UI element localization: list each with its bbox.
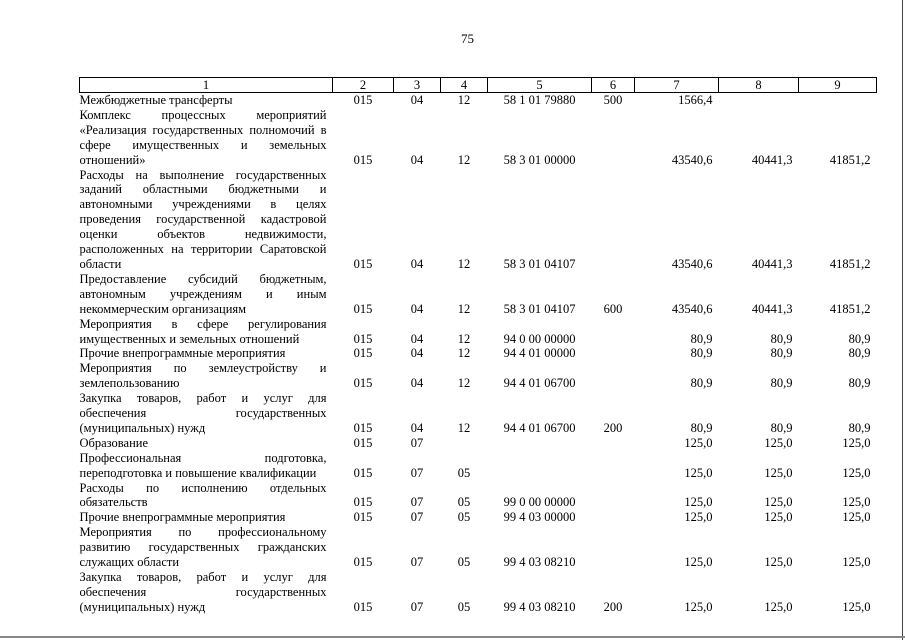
row-col4-cell: 05 bbox=[457, 599, 471, 614]
row-col8-cell: 40441,3 bbox=[751, 301, 793, 316]
row-col7-cell: 125,0 bbox=[684, 465, 713, 480]
row-col7-cell: 125,0 bbox=[684, 435, 713, 450]
row-col9-cell: 41851,2 bbox=[829, 301, 871, 316]
row-col5-cell: 58 3 01 04107 bbox=[503, 301, 576, 316]
row-col4-cell: 12 bbox=[457, 346, 471, 361]
row-col4-cell: 12 bbox=[457, 376, 471, 391]
row-name-cell: Мероприятия по землеустройству и землепользованию bbox=[79, 361, 327, 391]
row-col2-cell: 015 bbox=[353, 599, 373, 614]
row-name-cell: Профессиональная подготовка, переподготовка и повышение квалификации bbox=[79, 450, 327, 480]
table-row bbox=[80, 570, 877, 615]
header-cell: 5 bbox=[488, 78, 592, 93]
table-row bbox=[80, 525, 877, 570]
row-col6-cell bbox=[592, 361, 635, 391]
row-col5-cell bbox=[488, 436, 592, 451]
row-col9-cell: 125,0 bbox=[842, 510, 871, 525]
row-col5-cell: 94 0 00 00000 bbox=[503, 331, 576, 346]
row-col6-cell bbox=[592, 108, 635, 168]
table-row bbox=[80, 93, 877, 108]
table-row bbox=[80, 451, 877, 481]
row-col7-cell: 125,0 bbox=[684, 599, 713, 614]
row-name-cell: Закупка товаров, работ и услуг для обеспечения государственных (муниципальных) нужд bbox=[79, 391, 327, 435]
table-row bbox=[80, 510, 877, 525]
row-col7-cell: 1566,4 bbox=[678, 93, 713, 107]
row-name-cell: Комплекс процессных мероприятий «Реализация государственных полномочий в сфере имущественных и земельных отношений» bbox=[79, 107, 327, 167]
row-col4-cell: 12 bbox=[457, 152, 471, 167]
header-cell: 7 bbox=[635, 78, 719, 93]
row-col9-cell: 80,9 bbox=[848, 346, 871, 361]
row-col9-cell: 125,0 bbox=[842, 599, 871, 614]
row-col2-cell: 015 bbox=[353, 435, 373, 450]
row-col3-cell: 04 bbox=[410, 346, 424, 361]
row-col9-cell: 125,0 bbox=[842, 555, 871, 570]
row-col8-cell: 80,9 bbox=[770, 346, 793, 361]
row-col2-cell: 015 bbox=[353, 510, 373, 525]
row-col8-cell: 125,0 bbox=[764, 510, 793, 525]
row-col8-cell: 125,0 bbox=[764, 465, 793, 480]
row-col6-cell bbox=[592, 451, 635, 481]
row-col5-cell: 99 4 03 00000 bbox=[503, 510, 576, 525]
row-col6-cell bbox=[592, 510, 635, 525]
row-col9-cell: 125,0 bbox=[842, 465, 871, 480]
table-body bbox=[80, 93, 877, 615]
header-cell: 8 bbox=[719, 78, 799, 93]
row-col3-cell: 04 bbox=[410, 301, 424, 316]
row-col7-cell: 43540,6 bbox=[671, 301, 713, 316]
row-col5-cell: 94 4 01 06700 bbox=[503, 376, 576, 391]
row-col4-cell: 12 bbox=[457, 256, 471, 271]
row-name-cell: Расходы по исполнению отдельных обязательств bbox=[79, 480, 327, 510]
row-col4-cell: 05 bbox=[457, 465, 471, 480]
row-col5-cell: 94 4 01 00000 bbox=[503, 346, 576, 361]
row-name-cell: Прочие внепрограммные мероприятия bbox=[79, 346, 286, 361]
row-col5-cell: 58 3 01 04107 bbox=[503, 256, 576, 271]
row-col5-cell: 99 4 03 08210 bbox=[503, 599, 576, 614]
table-row bbox=[80, 317, 877, 347]
header-cell: 4 bbox=[441, 78, 488, 93]
row-col2-cell: 015 bbox=[353, 555, 373, 570]
row-col8-cell: 125,0 bbox=[764, 435, 793, 450]
page-edge-bottom bbox=[0, 636, 905, 638]
row-col5-cell: 58 3 01 00000 bbox=[503, 152, 576, 167]
row-col9-cell bbox=[799, 93, 877, 108]
row-col8-cell: 125,0 bbox=[764, 555, 793, 570]
header-row bbox=[80, 78, 877, 93]
row-col3-cell: 04 bbox=[410, 331, 424, 346]
row-col4-cell bbox=[441, 436, 488, 451]
table-row bbox=[80, 168, 877, 272]
row-name-cell: Образование bbox=[79, 435, 149, 450]
row-col2-cell: 015 bbox=[353, 331, 373, 346]
table-row bbox=[80, 436, 877, 451]
page-edge-right bbox=[902, 0, 903, 640]
row-col6-cell: 500 bbox=[603, 93, 623, 107]
row-col2-cell: 015 bbox=[353, 301, 373, 316]
header-cell: 9 bbox=[799, 78, 877, 93]
budget-table-wrap bbox=[79, 77, 876, 615]
row-col5-cell bbox=[488, 451, 592, 481]
row-col4-cell: 12 bbox=[457, 301, 471, 316]
row-col7-cell: 125,0 bbox=[684, 555, 713, 570]
row-col4-cell: 05 bbox=[457, 495, 471, 510]
row-col8-cell: 80,9 bbox=[770, 376, 793, 391]
row-col2-cell: 015 bbox=[353, 465, 373, 480]
row-name-cell: Закупка товаров, работ и услуг для обеспечения государственных (муниципальных) нужд bbox=[79, 570, 327, 614]
row-name-cell: Прочие внепрограммные мероприятия bbox=[79, 510, 286, 525]
row-col7-cell: 125,0 bbox=[684, 510, 713, 525]
row-col3-cell: 04 bbox=[410, 152, 424, 167]
row-col5-cell: 99 0 00 00000 bbox=[503, 495, 576, 510]
row-col4-cell: 05 bbox=[457, 510, 471, 525]
row-col9-cell: 80,9 bbox=[848, 331, 871, 346]
row-name-cell: Расходы на выполнение государственных заданий областными бюджетными и автономными учреждениями в целях проведения государственной кадастровой оценки объектов недвижимости, расположенных на территории Саратовской области bbox=[79, 167, 327, 271]
row-name-cell: Предоставление субсидий бюджетным, автономным учреждениям и иным некоммерческим организациям bbox=[79, 271, 327, 316]
table-row bbox=[80, 108, 877, 168]
row-col2-cell: 015 bbox=[353, 495, 373, 510]
table-row bbox=[80, 361, 877, 391]
row-col9-cell: 41851,2 bbox=[829, 152, 871, 167]
row-col5-cell: 99 4 03 08210 bbox=[503, 555, 576, 570]
row-col6-cell bbox=[592, 481, 635, 511]
row-col7-cell: 80,9 bbox=[690, 331, 713, 346]
table-row bbox=[80, 346, 877, 361]
row-col5-cell: 94 4 01 06700 bbox=[503, 420, 576, 435]
row-col3-cell: 07 bbox=[410, 599, 424, 614]
row-col8-cell bbox=[719, 93, 799, 108]
row-col4-cell: 12 bbox=[457, 331, 471, 346]
row-name-cell: Межбюджетные трансферты bbox=[79, 93, 233, 107]
row-col3-cell: 07 bbox=[410, 495, 424, 510]
row-col7-cell: 80,9 bbox=[690, 420, 713, 435]
row-col6-cell: 200 bbox=[603, 599, 623, 614]
table-row bbox=[80, 391, 877, 436]
row-col3-cell: 07 bbox=[410, 510, 424, 525]
row-col8-cell: 125,0 bbox=[764, 599, 793, 614]
table-row bbox=[80, 272, 877, 317]
row-col7-cell: 80,9 bbox=[690, 376, 713, 391]
row-col7-cell: 43540,6 bbox=[671, 152, 713, 167]
row-name-cell: Мероприятия в сфере регулирования имущественных и земельных отношений bbox=[79, 316, 327, 346]
row-col2-cell: 015 bbox=[353, 256, 373, 271]
row-col7-cell: 43540,6 bbox=[671, 256, 713, 271]
header-cell: 2 bbox=[333, 78, 394, 93]
row-col3-cell: 04 bbox=[410, 376, 424, 391]
page-number: 75 bbox=[461, 31, 474, 46]
row-col6-cell bbox=[592, 168, 635, 272]
row-col2-cell: 015 bbox=[353, 376, 373, 391]
row-col7-cell: 80,9 bbox=[690, 346, 713, 361]
table-row bbox=[80, 481, 877, 511]
row-col6-cell bbox=[592, 436, 635, 451]
row-col4-cell: 12 bbox=[457, 420, 471, 435]
row-col9-cell: 41851,2 bbox=[829, 256, 871, 271]
row-col9-cell: 125,0 bbox=[842, 435, 871, 450]
row-col8-cell: 80,9 bbox=[770, 420, 793, 435]
row-col9-cell: 125,0 bbox=[842, 495, 871, 510]
row-col8-cell: 125,0 bbox=[764, 495, 793, 510]
row-col3-cell: 07 bbox=[410, 555, 424, 570]
header-cell: 3 bbox=[394, 78, 441, 93]
row-col3-cell: 07 bbox=[410, 435, 424, 450]
row-col3-cell: 07 bbox=[410, 465, 424, 480]
row-col6-cell bbox=[592, 525, 635, 570]
row-col3-cell: 04 bbox=[410, 420, 424, 435]
row-col9-cell: 80,9 bbox=[848, 420, 871, 435]
budget-table bbox=[79, 77, 877, 615]
row-col4-cell: 05 bbox=[457, 555, 471, 570]
row-col6-cell: 600 bbox=[603, 301, 623, 316]
row-col5-cell: 58 1 01 79880 bbox=[503, 93, 576, 107]
row-col2-cell: 015 bbox=[353, 346, 373, 361]
row-name-cell: Мероприятия по профессиональному развитию государственных гражданских служащих области bbox=[79, 525, 327, 570]
row-col2-cell: 015 bbox=[353, 152, 373, 167]
row-col7-cell: 125,0 bbox=[684, 495, 713, 510]
row-col8-cell: 40441,3 bbox=[751, 256, 793, 271]
row-col6-cell bbox=[592, 317, 635, 347]
row-col8-cell: 80,9 bbox=[770, 331, 793, 346]
header-cell: 6 bbox=[592, 78, 635, 93]
row-col6-cell: 200 bbox=[603, 420, 623, 435]
header-cell: 1 bbox=[80, 78, 333, 93]
row-col8-cell: 40441,3 bbox=[751, 152, 793, 167]
row-col4-cell: 12 bbox=[457, 93, 471, 107]
row-col2-cell: 015 bbox=[353, 93, 373, 107]
row-col6-cell bbox=[592, 346, 635, 361]
row-col3-cell: 04 bbox=[410, 256, 424, 271]
row-col9-cell: 80,9 bbox=[848, 376, 871, 391]
row-col3-cell: 04 bbox=[410, 93, 424, 107]
row-col2-cell: 015 bbox=[353, 420, 373, 435]
